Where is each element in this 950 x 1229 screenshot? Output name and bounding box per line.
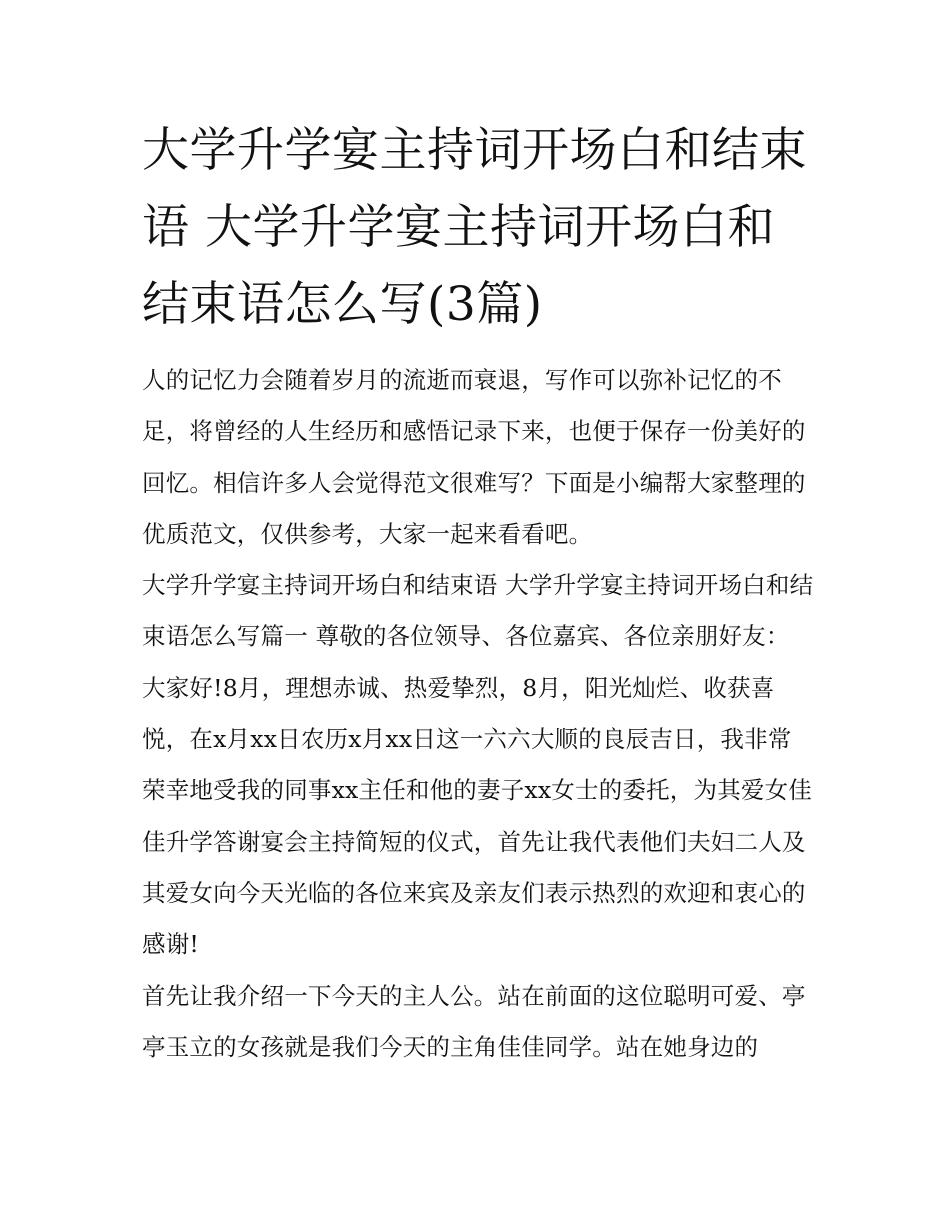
document-title: 大学升学宴主持词开场白和结束语 大学升学宴主持词开场白和结束语怎么写(3篇) [142, 123, 807, 332]
section-heading-paragraph: 大学升学宴主持词开场白和结束语 大学升学宴主持词开场白和结束语怎么写篇一 尊敬的各位领导、各位嘉宾、各位亲朋好友： [142, 571, 814, 651]
intro-paragraph: 人的记忆力会随着岁月的流逝而衰退，写作可以弥补记忆的不足，将曾经的人生经历和感悟记录下来，也便于保存一份美好的回忆。相信许多人会觉得范文很难写？下面是小编帮大家整理的优质范文，仅供参考，大家一起来看看吧。 [142, 366, 806, 548]
document-page [142, 112, 814, 1073]
introduction-paragraph: 首先让我介绍一下今天的主人公。站在前面的这位聪明可爱、亭亭玉立的女孩就是我们今天的主角佳佳同学。站在她身边的 [142, 981, 806, 1061]
greeting-paragraph: 大家好!8月，理想赤诚、热爱挚烈，8月，阳光灿烂、收获喜悦，在x月xx日农历x月xx日这一六六大顺的良辰吉日，我非常荣幸地受我的同事xx主任和他的妻子xx女士的委托，为其爱女佳佳升学答谢宴会主持简短的仪式，首先让我代表他们夫妇二人及其爱女向今天光临的各位来宾及亲友们表示热烈的欢迎和衷心的感谢! [142, 673, 813, 959]
